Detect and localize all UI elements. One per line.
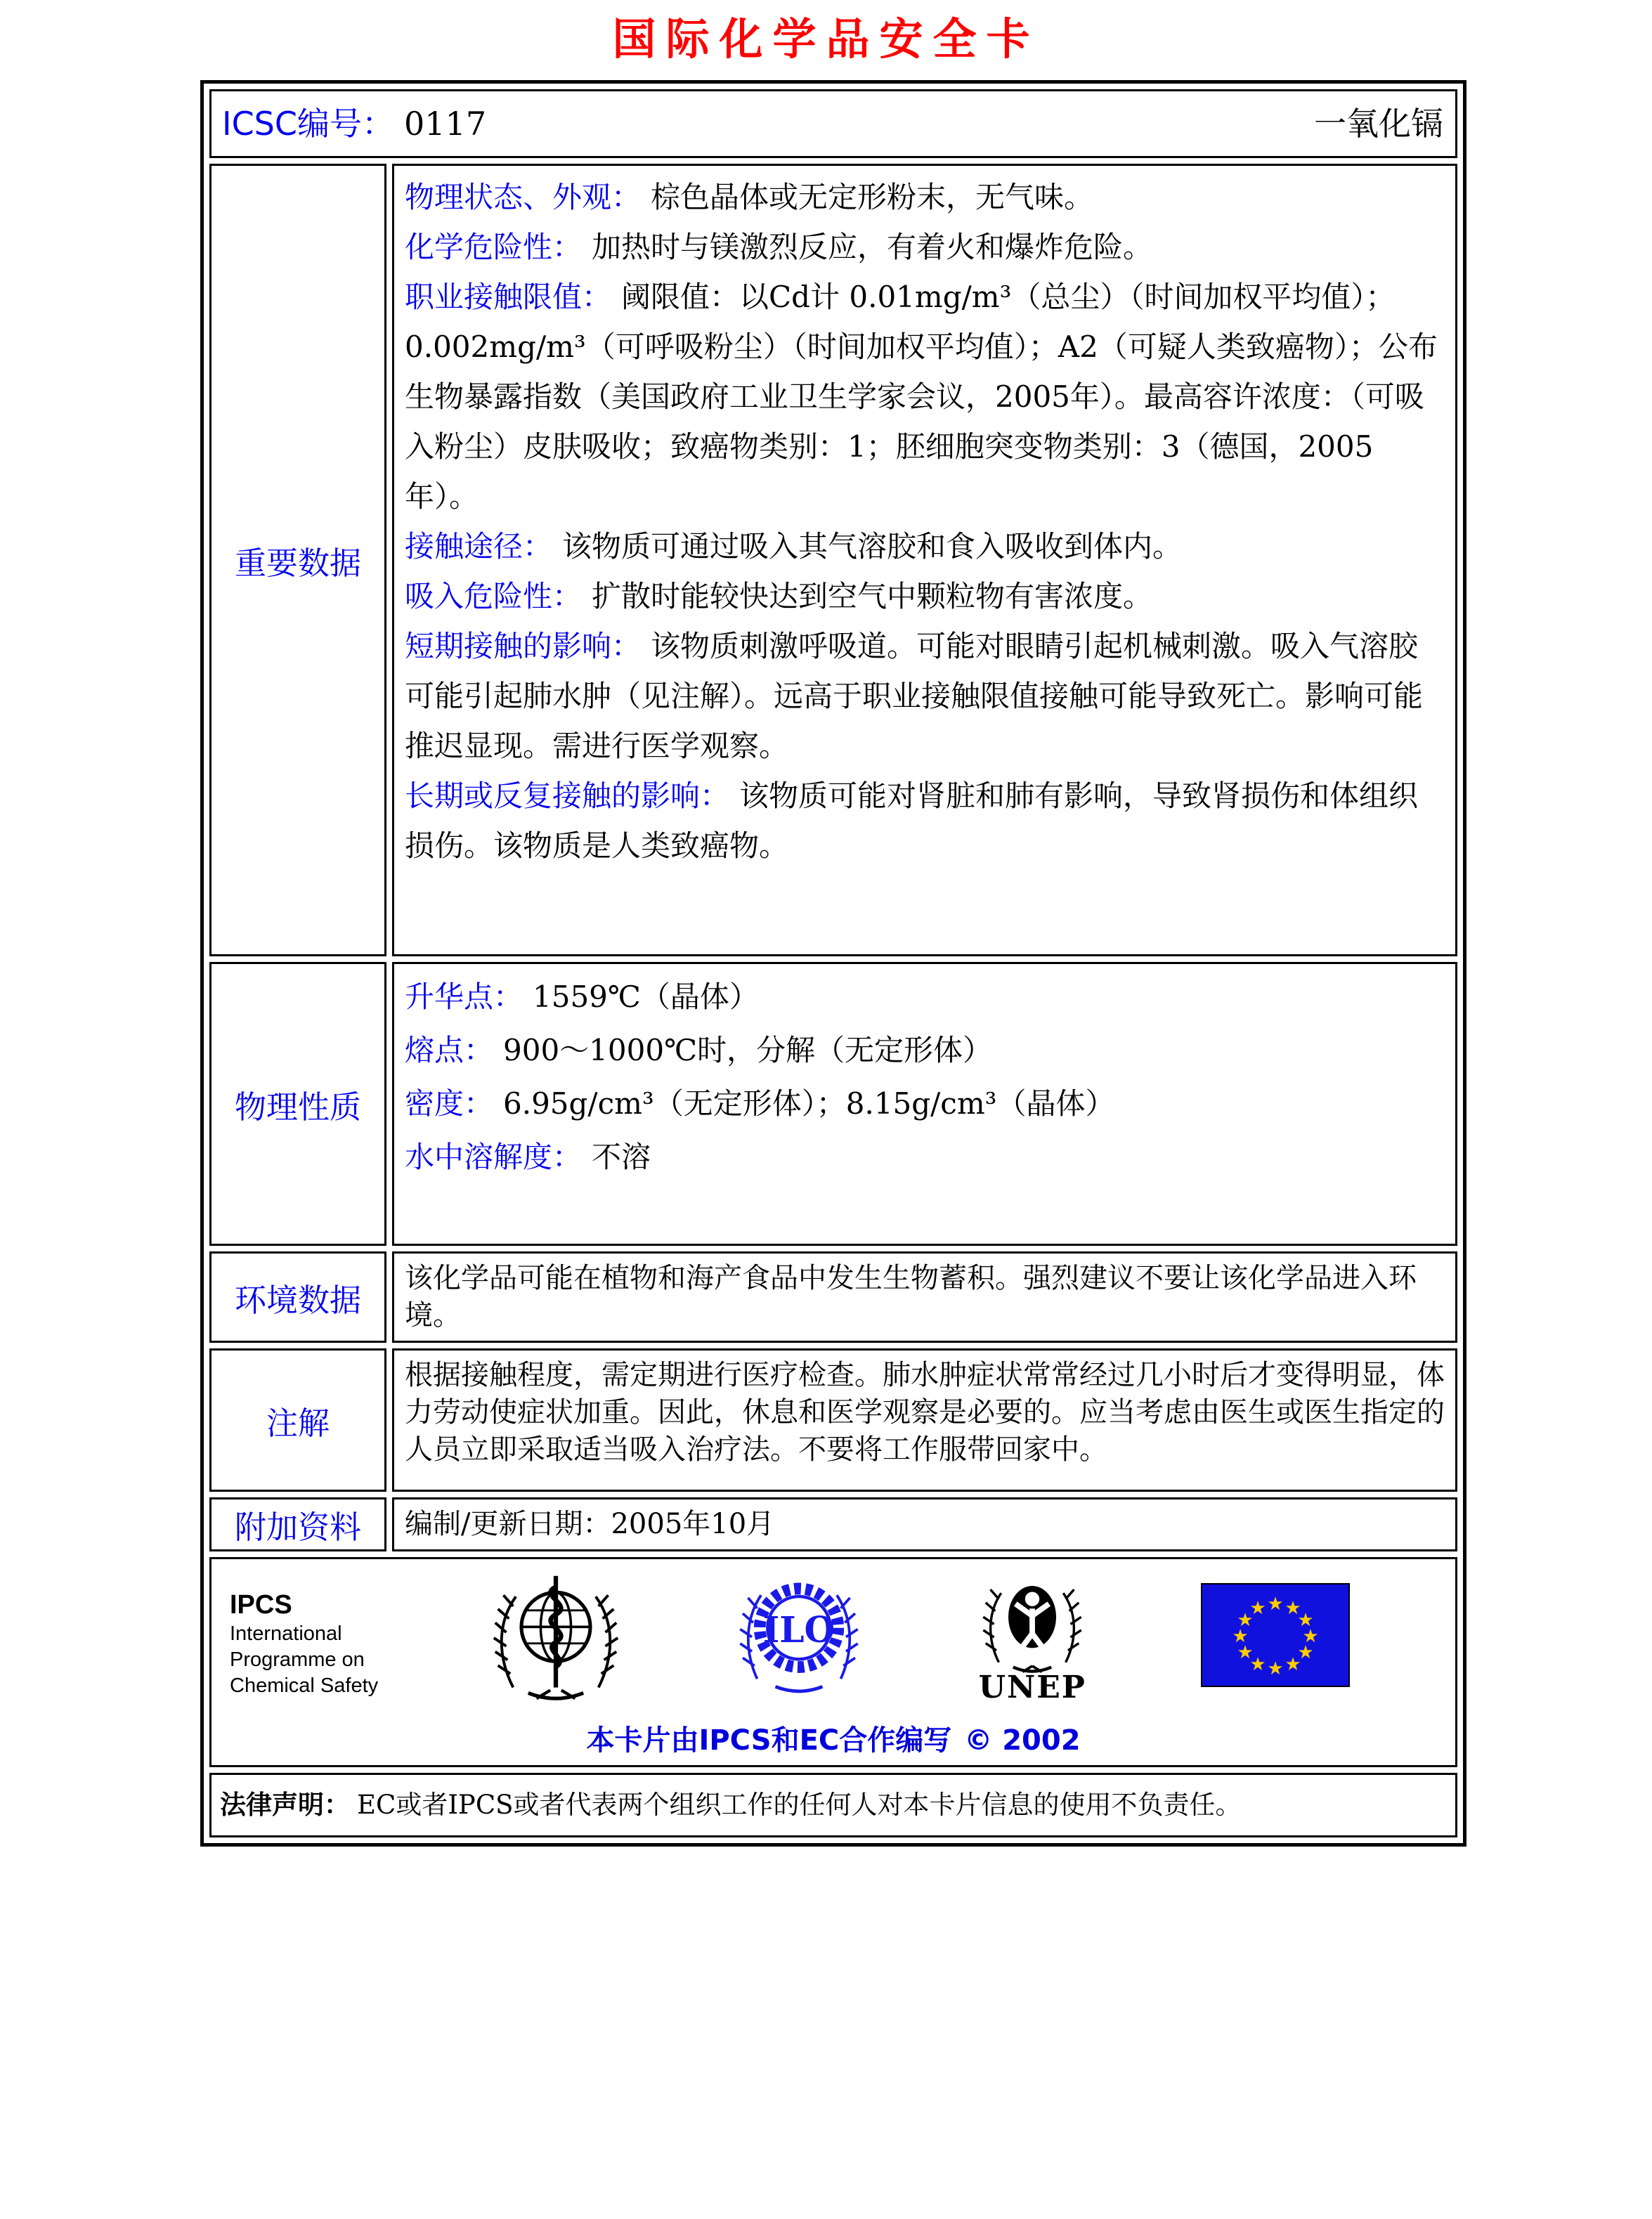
icsc-card-table bbox=[200, 80, 1466, 1847]
footer-caption-line bbox=[212, 1718, 1455, 1758]
section-content-environmental-data bbox=[395, 1254, 1455, 1340]
property-text: 扩散时能较快达到空气中颗粒物有害浓度。 bbox=[592, 579, 1153, 613]
svg-text:★: ★ bbox=[1267, 1594, 1284, 1615]
who-icon bbox=[487, 1569, 625, 1707]
svg-text:★: ★ bbox=[1249, 1598, 1266, 1619]
text-line: Programme on bbox=[230, 1648, 365, 1671]
property-row bbox=[405, 1077, 1445, 1131]
property-label: 化学危险性： bbox=[405, 230, 583, 264]
icsc-number-value: 0117 bbox=[404, 105, 487, 143]
property-row bbox=[405, 272, 1445, 521]
property-row bbox=[405, 1506, 1445, 1543]
section-label-notes: 注解 bbox=[209, 1348, 386, 1492]
property-text: 阈限值：以Cd计 0.01mg/m³（总尘）（时间加权平均值）；0.002mg/m³（可呼吸粉尘）（时间加权平均值）；A2（可疑人类致癌物）；公布生物暴露指数（美国政府工业卫生学家会议，2005年）。最高容许浓度：（可吸入粉尘）皮肤吸收；致癌物类别：1；胚细胞突变物类别：3（德国，2005年）。 bbox=[405, 280, 1438, 514]
section-row-environmental-data bbox=[209, 1251, 1457, 1343]
property-label: 密度： bbox=[405, 1086, 494, 1121]
section-row-notes bbox=[209, 1348, 1457, 1492]
svg-text:★: ★ bbox=[1302, 1626, 1319, 1647]
svg-text:★: ★ bbox=[1284, 1598, 1301, 1619]
footer-row bbox=[209, 1557, 1457, 1767]
property-text: 6.95g/cm³（无定形体）；8.15g/cm³（晶体） bbox=[503, 1086, 1115, 1121]
legal-row bbox=[209, 1773, 1457, 1837]
text-line: International bbox=[230, 1622, 342, 1645]
ilo-icon bbox=[734, 1569, 864, 1700]
svg-text:★: ★ bbox=[1249, 1654, 1266, 1675]
property-row bbox=[405, 970, 1445, 1024]
unep-label: UNEP bbox=[978, 1670, 1086, 1705]
page-title: 国际化学品安全卡 bbox=[612, 13, 1040, 65]
unep-icon bbox=[973, 1569, 1092, 1674]
svg-text:★: ★ bbox=[1297, 1642, 1314, 1663]
section-label-important-data: 重要数据 bbox=[209, 164, 386, 956]
property-row bbox=[405, 771, 1445, 871]
footer-caption: 本卡片由IPCS和EC合作编写 bbox=[586, 1724, 952, 1757]
chemical-name: 一氧化镉 bbox=[1314, 105, 1443, 143]
footer-logos bbox=[212, 1565, 1455, 1707]
property-label: 升华点： bbox=[405, 980, 523, 1014]
unep-block bbox=[973, 1569, 1092, 1704]
section-row-important-data bbox=[209, 164, 1457, 956]
section-content-physical-properties bbox=[395, 965, 1455, 1243]
svg-text:★: ★ bbox=[1267, 1658, 1284, 1679]
property-label: 短期接触的影响： bbox=[405, 629, 642, 663]
section-content-notes bbox=[395, 1351, 1455, 1489]
property-text: 编制/更新日期：2005年10月 bbox=[405, 1508, 775, 1540]
property-row bbox=[405, 1024, 1445, 1077]
svg-text:★: ★ bbox=[1237, 1642, 1254, 1663]
section-content-additional-information bbox=[395, 1500, 1455, 1549]
header-row bbox=[209, 89, 1457, 158]
card-header bbox=[212, 92, 1455, 155]
property-text: 不溶 bbox=[592, 1140, 651, 1174]
property-label: 职业接触限值： bbox=[405, 280, 612, 314]
property-text: 根据接触程度，需定期进行医疗检查。肺水肿症状常常经过几小时后才变得明显，体力劳动使症状加重。因此，休息和医学观察是必要的。应当考虑由医生或医生指定的人员立即采取适当吸入治疗法。不要将工作服带回家中。 bbox=[405, 1359, 1445, 1466]
svg-text:★: ★ bbox=[1297, 1610, 1314, 1631]
ilo-label: ILO bbox=[762, 1609, 835, 1651]
property-row bbox=[405, 1357, 1445, 1469]
section-label-environmental-data: 环境数据 bbox=[209, 1251, 386, 1343]
section-content-important-data bbox=[395, 167, 1455, 954]
svg-text:★: ★ bbox=[1232, 1626, 1249, 1647]
property-text: 加热时与镁激烈反应，有着火和爆炸危险。 bbox=[592, 230, 1153, 264]
text-line: Chemical Safety bbox=[230, 1674, 379, 1697]
property-text: 1559℃（晶体） bbox=[533, 980, 759, 1014]
section-row-physical-properties bbox=[209, 962, 1457, 1246]
eu-flag-wrap bbox=[1201, 1583, 1350, 1687]
ipcs-title: IPCS bbox=[230, 1590, 292, 1620]
property-row bbox=[405, 571, 1445, 621]
icsc-number-label: ICSC编号： bbox=[222, 105, 395, 143]
icsc-number-group bbox=[222, 102, 486, 145]
eu-flag-icon bbox=[1201, 1583, 1350, 1687]
property-row bbox=[405, 521, 1445, 571]
property-label: 物理状态、外观： bbox=[405, 180, 642, 214]
section-label-physical-properties: 物理性质 bbox=[209, 962, 386, 1246]
property-label: 吸入危险性： bbox=[405, 579, 583, 613]
copyright: © 2002 bbox=[964, 1724, 1081, 1757]
property-label: 长期或反复接触的影响： bbox=[405, 779, 730, 813]
ipcs-subtitle bbox=[230, 1621, 378, 1699]
legal-label: 法律声明： bbox=[220, 1790, 350, 1820]
property-label: 接触途径： bbox=[405, 529, 553, 564]
ipcs-block bbox=[230, 1589, 378, 1699]
property-row bbox=[405, 1260, 1445, 1334]
legal-text: EC或者IPCS或者代表两个组织工作的任何人对本卡片信息的使用不负责任。 bbox=[357, 1790, 1242, 1820]
property-text: 该物质可能对肾脏和肺有影响，导致肾损伤和体组织损伤。该物质是人类致癌物。 bbox=[405, 779, 1419, 863]
svg-text:★: ★ bbox=[1284, 1654, 1301, 1675]
property-label: 水中溶解度： bbox=[405, 1140, 583, 1174]
section-row-additional-information bbox=[209, 1497, 1457, 1551]
property-row bbox=[405, 222, 1445, 272]
property-row bbox=[405, 1131, 1445, 1184]
property-row bbox=[405, 621, 1445, 771]
property-text: 棕色晶体或无定形粉末，无气味。 bbox=[651, 180, 1094, 214]
svg-text:★: ★ bbox=[1237, 1610, 1254, 1631]
property-row bbox=[405, 172, 1445, 222]
property-label: 熔点： bbox=[405, 1033, 494, 1067]
property-text: 该物质可通过吸入其气溶胶和食入吸收到体内。 bbox=[562, 529, 1183, 564]
property-text: 900～1000℃时，分解（无定形体） bbox=[503, 1033, 993, 1067]
property-text: 该化学品可能在植物和海产食品中发生生物蓄积。强烈建议不要让该化学品进入环境。 bbox=[405, 1262, 1417, 1332]
section-label-additional-information: 附加资料 bbox=[209, 1497, 386, 1551]
property-text: 该物质刺激呼吸道。可能对眼睛引起机械刺激。吸入气溶胶可能引起肺水肿（见注解）。远高于职业接触限值接触可能导致死亡。影响可能推迟显现。需进行医学观察。 bbox=[405, 629, 1424, 763]
